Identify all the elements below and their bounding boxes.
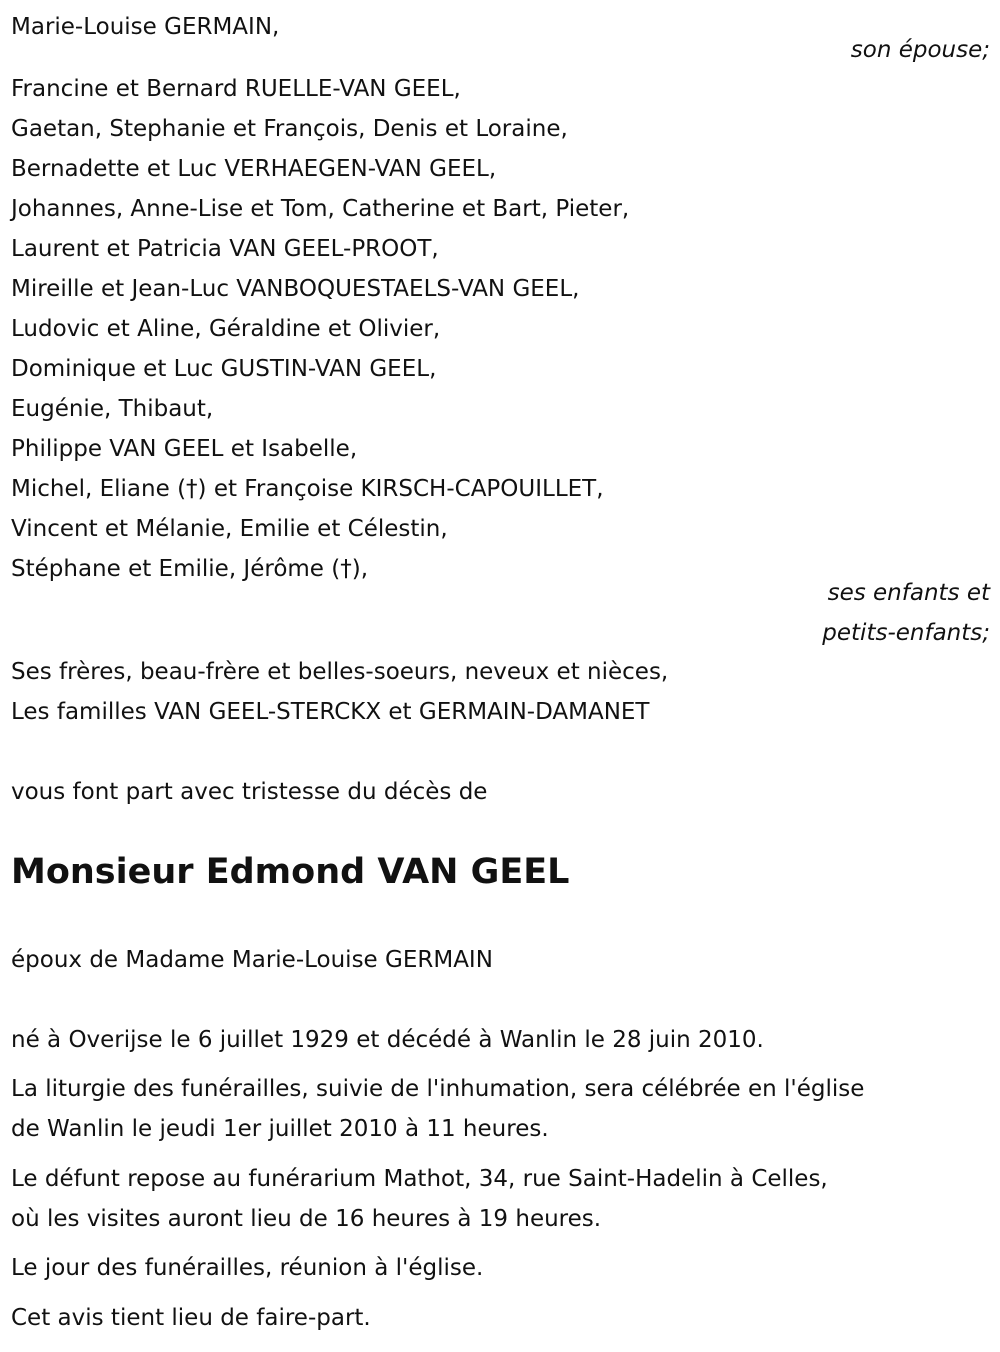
others-line: Les familles VAN GEEL-STERCKX et GERMAIN-DAMANET [11,699,650,725]
others-line: Ses frères, beau-frère et belles-soeurs, neveux et nièces, [11,659,669,685]
children-role: ses enfants et [827,580,990,606]
children-role: petits-enfants; [822,620,990,646]
family-line: Stéphane et Emilie, Jérôme (†), [11,556,369,582]
announcement: vous font part avec tristesse du décès de [11,779,488,805]
detail-line: de Wanlin le jeudi 1er juillet 2010 à 11 heures. [11,1116,549,1142]
family-line: Gaetan, Stephanie et François, Denis et Loraine, [11,116,568,142]
deceased-name: Monsieur Edmond VAN GEEL [11,852,570,892]
detail-line: Cet avis tient lieu de faire-part. [11,1305,371,1331]
family-line: Ludovic et Aline, Géraldine et Olivier, [11,316,441,342]
family-line: Francine et Bernard RUELLE-VAN GEEL, [11,76,461,102]
family-line: Bernadette et Luc VERHAEGEN-VAN GEEL, [11,156,497,182]
family-line: Vincent et Mélanie, Emilie et Célestin, [11,516,448,542]
detail-line: La liturgie des funérailles, suivie de l'inhumation, sera célébrée en l'église [11,1076,865,1102]
detail-line: où les visites auront lieu de 16 heures à 19 heures. [11,1206,602,1232]
family-line: Laurent et Patricia VAN GEEL-PROOT, [11,236,439,262]
spouse-role: son épouse; [850,37,990,63]
detail-line: Le défunt repose au funérarium Mathot, 34, rue Saint-Hadelin à Celles, [11,1166,828,1192]
detail-line: né à Overijse le 6 juillet 1929 et décédé à Wanlin le 28 juin 2010. [11,1027,764,1053]
family-line: Johannes, Anne-Lise et Tom, Catherine et Bart, Pieter, [11,196,630,222]
spouse-name: Marie-Louise GERMAIN, [11,14,280,40]
spouse-of: époux de Madame Marie-Louise GERMAIN [11,947,493,973]
family-line: Dominique et Luc GUSTIN-VAN GEEL, [11,356,437,382]
family-line: Eugénie, Thibaut, [11,396,214,422]
detail-line: Le jour des funérailles, réunion à l'église. [11,1255,484,1281]
family-line: Mireille et Jean-Luc VANBOQUESTAELS-VAN GEEL, [11,276,580,302]
family-line: Philippe VAN GEEL et Isabelle, [11,436,358,462]
family-line: Michel, Eliane (†) et Françoise KIRSCH-CAPOUILLET, [11,476,604,502]
